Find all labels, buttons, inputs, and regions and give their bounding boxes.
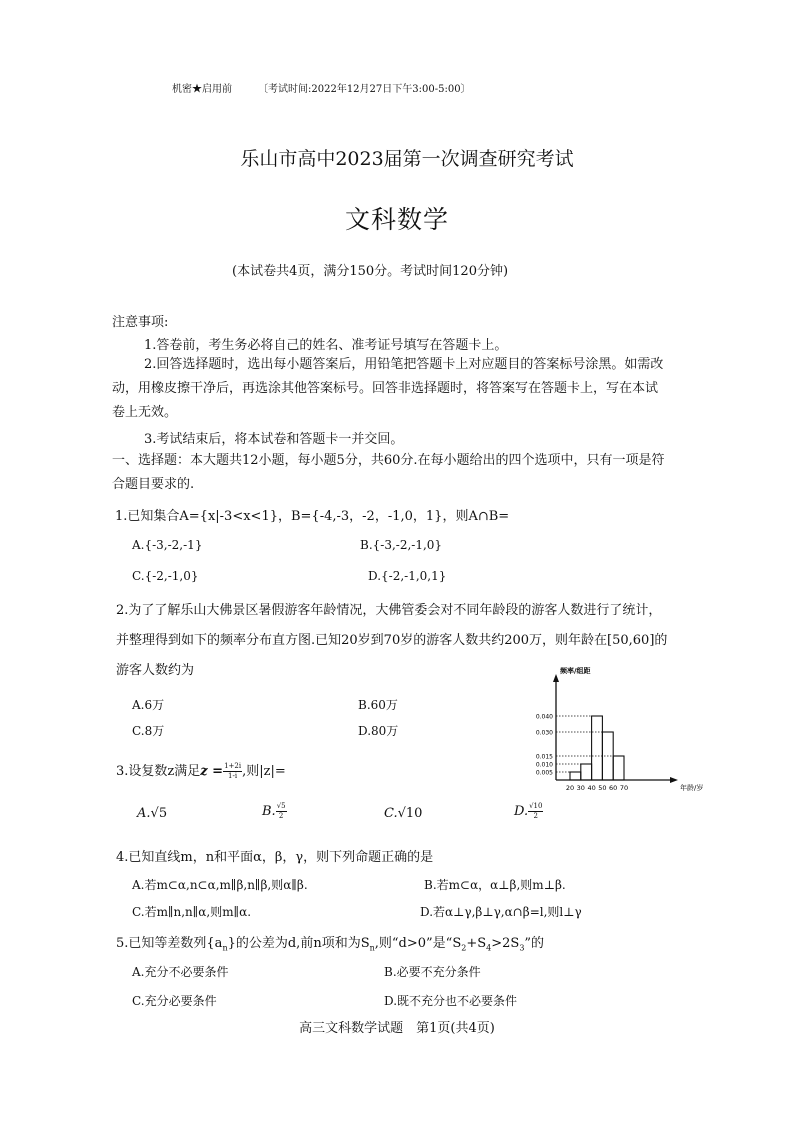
- question-1-option-c[interactable]: C.{-2,-1,0}: [132, 569, 199, 583]
- question-3-stem: [116, 760, 286, 781]
- question-3-z: z =: [200, 764, 224, 779]
- question-5-option-d[interactable]: D.既不充分也不必要条件: [384, 994, 518, 1008]
- question-4-stem: 4.已知直线m，n和平面α，β，γ，则下列命题正确的是: [116, 850, 434, 865]
- question-3-frac-num: 1+2i: [224, 762, 242, 770]
- question-2-option-a[interactable]: A.6万: [132, 698, 165, 712]
- question-3-a-label: A.: [137, 806, 151, 821]
- question-3-b-den: 2: [278, 812, 284, 820]
- question-2-line1: 2.为了了解乐山大佛景区暑假游客年龄情况，大佛管委会对不同年龄段的游客人数进行了统计，: [116, 603, 662, 618]
- question-4-option-b[interactable]: B.若m⊂α，α⊥β,则m⊥β.: [424, 878, 566, 892]
- question-5-sub-3: 3: [519, 943, 525, 953]
- section1-line1: 一、选择题：本大题共12小题，每小题5分，共60分.在每小题给出的四个选项中，只有一项是符: [112, 453, 665, 468]
- section1-heading: [112, 449, 692, 497]
- question-2-line3: 游客人数约为: [116, 663, 195, 678]
- question-5-part-c: ,则“d>0”是“S: [374, 936, 462, 951]
- x-axis-label: 年龄/岁: [680, 784, 704, 792]
- question-3-suffix: ,则|z|=: [242, 764, 286, 779]
- question-3-d-den: 2: [533, 812, 539, 820]
- question-1-option-b[interactable]: B.{-3,-2,-1,0}: [360, 538, 443, 552]
- question-5-part-e: >2S: [491, 936, 520, 951]
- question-3-option-c[interactable]: [384, 806, 422, 821]
- question-5-part-a: 5.已知等差数列{a: [116, 936, 223, 951]
- x-tick-label: 70: [619, 784, 629, 792]
- exam-note: (本试卷共4页，满分150分。考试时间120分钟): [232, 264, 509, 279]
- question-3-fraction: [223, 762, 242, 781]
- x-tick-label: 60: [609, 784, 618, 792]
- question-5-part-b: }的公差为d,前n项和为S: [227, 936, 370, 951]
- question-1-stem: 1.已知集合A={x|-3<x<1}，B={-4,-3，-2，-1,0，1}，则A∩B=: [115, 509, 510, 524]
- instruction-3: 3.考试结束后，将本试卷和答题卡一并交回。: [144, 432, 404, 447]
- question-3-prefix: 3.设复数z满足: [116, 764, 201, 779]
- question-2-option-b[interactable]: B.60万: [358, 698, 398, 712]
- question-3-a-value: √5: [150, 806, 168, 821]
- question-2-line2: 并整理得到如下的频率分布直方图.已知20岁到70岁的游客人数共约200万，则年龄在[50,60]的: [116, 633, 668, 648]
- y-axis-label: 频率/组距: [560, 667, 591, 675]
- frequency-histogram: [520, 662, 720, 796]
- instruction-2-line2: 动，用橡皮擦干净后，再选涂其他答案标号。回答非选择题时，将答案写在答题卡上，写在本试: [112, 381, 659, 396]
- question-3-c-label: C.: [384, 806, 398, 821]
- question-5-part-f: ”的: [524, 936, 545, 951]
- question-4-option-c[interactable]: C.若m∥n,n∥α,则m∥α.: [132, 905, 252, 919]
- x-tick-label: 50: [598, 784, 607, 792]
- x-tick-label: 20: [565, 784, 575, 792]
- question-5-option-a[interactable]: A.充分不必要条件: [132, 965, 229, 979]
- instruction-2-line1: 2.回答选择题时，选出每小题答案后，用铅笔把答题卡上对应题目的答案标号涂黑。如需改: [144, 357, 664, 372]
- question-1-option-a[interactable]: A.{-3,-2,-1}: [132, 538, 203, 552]
- question-5-option-b[interactable]: B.必要不充分条件: [384, 965, 481, 979]
- question-3-frac-den: 1-i: [228, 772, 238, 780]
- question-5-stem: [116, 932, 544, 953]
- y-tick-label: 0.005: [535, 769, 553, 777]
- instruction-1: 1.答卷前，考生务必将自己的姓名、准考证号填写在答题卡上。: [144, 338, 508, 353]
- question-3-b-num: √5: [276, 802, 286, 810]
- y-tick-label: 0.015: [535, 753, 553, 761]
- question-2-option-c[interactable]: C.8万: [132, 724, 165, 738]
- question-5-sub-2: 2: [461, 943, 467, 953]
- question-5-sub-4: 4: [486, 943, 492, 953]
- question-5-option-c[interactable]: C.充分必要条件: [132, 994, 217, 1008]
- question-3-option-b[interactable]: [262, 802, 287, 821]
- subject-title: 文科数学: [344, 205, 449, 234]
- confidential-label: 机密★启用前: [172, 84, 232, 95]
- question-3-c-value: √10: [397, 806, 423, 821]
- question-1-option-d[interactable]: D.{-2,-1,0,1}: [368, 569, 447, 583]
- question-3-option-a[interactable]: [137, 806, 167, 821]
- question-5-part-d: +S: [466, 936, 487, 951]
- page-footer: 高三文科数学试题 第1页(共4页): [299, 1021, 495, 1036]
- y-tick-label: 0.040: [535, 713, 553, 721]
- question-3-d-label: D.: [514, 804, 529, 819]
- histogram-bar: [581, 764, 592, 780]
- exam-time: 〔考试时间:2022年12月27日下午3:00-5:00〕: [258, 84, 471, 95]
- question-3-d-num: √10: [529, 802, 543, 810]
- question-2-option-d[interactable]: D.80万: [358, 724, 399, 738]
- x-tick-label: 30: [576, 784, 585, 792]
- histogram-bar: [592, 716, 603, 780]
- y-axis-arrow: [553, 674, 559, 682]
- instruction-2: [112, 353, 692, 425]
- question-5-sub-n2: n: [369, 943, 375, 953]
- y-tick-label: 0.030: [535, 729, 553, 737]
- histogram-bar: [613, 756, 624, 780]
- question-4-option-a[interactable]: A.若m⊂α,n⊂α,m∥β,n∥β,则α∥β.: [132, 878, 308, 892]
- instruction-2-line3: 卷上无效。: [112, 405, 178, 420]
- question-3-option-d[interactable]: [514, 802, 543, 821]
- x-axis-arrow: [670, 777, 678, 783]
- question-3-b-label: B.: [262, 804, 276, 819]
- x-tick-label: 40: [587, 784, 596, 792]
- question-5-sub-n1: n: [222, 943, 228, 953]
- question-3-d-fraction: [528, 802, 543, 821]
- instructions-heading: 注意事项:: [112, 315, 169, 330]
- question-3-b-fraction: [276, 802, 287, 821]
- y-tick-label: 0.010: [535, 761, 553, 769]
- section1-line2: 合题目要求的.: [112, 477, 195, 492]
- exam-title: 乐山市高中2023届第一次调查研究考试: [240, 148, 574, 170]
- histogram-bar: [570, 772, 581, 780]
- question-4-option-d[interactable]: D.若α⊥γ,β⊥γ,α∩β=l,则l⊥γ: [420, 905, 582, 919]
